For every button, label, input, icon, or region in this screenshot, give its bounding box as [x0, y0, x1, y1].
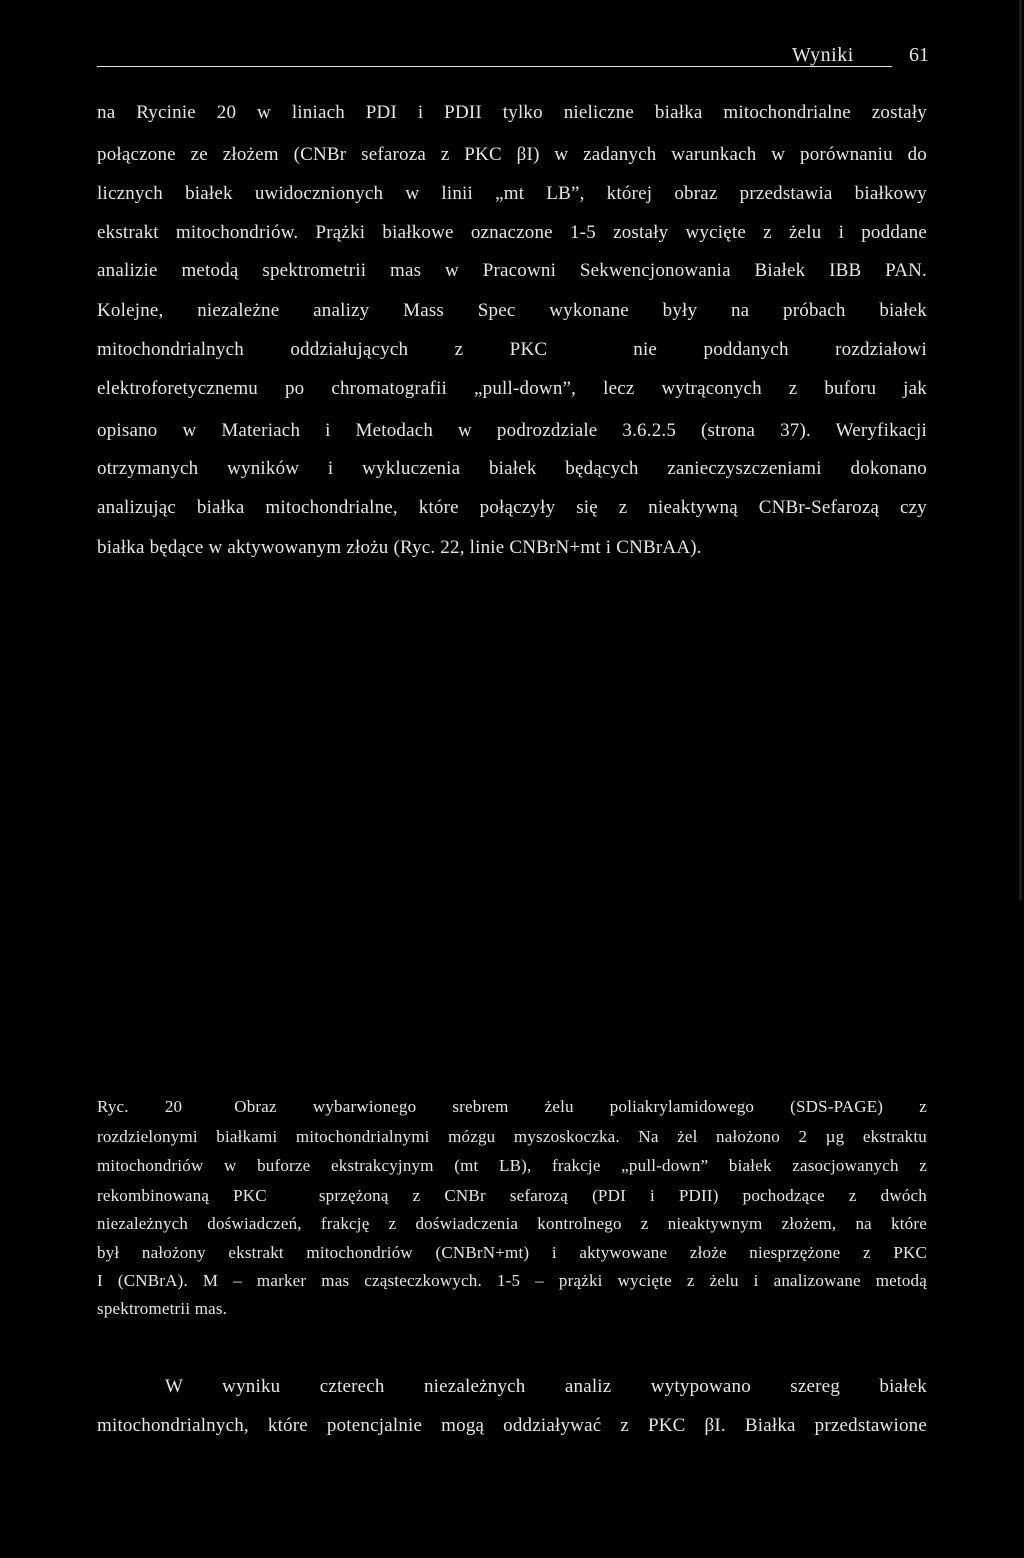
- caption-line: był nałożony ekstrakt mitochondriów (CNBrN+mt) i aktywowane złoże niesprzężone z PKC: [97, 1243, 927, 1262]
- text-line: Kolejne, niezależne analizy Mass Spec wykonane były na próbach białek: [97, 300, 927, 321]
- text-line: otrzymanych wyników i wykluczenia białek będących zanieczyszczeniami dokonano: [97, 458, 927, 479]
- text-line: mitochondrialnych, które potencjalnie mogą oddziaływać z PKC βI. Białka przedstawione: [97, 1415, 927, 1436]
- caption-first-line: [97, 1097, 927, 1117]
- caption-line: rozdzielonymi białkami mitochondrialnymi mózgu myszoskoczka. Na żel nałożono 2 µg ekstraktu: [97, 1127, 927, 1146]
- caption-label: Ryc. 20: [97, 1097, 183, 1116]
- text-line: analizie metodą spektrometrii mas w Pracowni Sekwencjonowania Białek IBB PAN.: [97, 260, 927, 281]
- text-line: W wyniku czterech niezależnych analiz wytypowano szereg białek: [165, 1376, 927, 1397]
- text-line: na Rycinie 20 w liniach PDI i PDII tylko nieliczne białka mitochondrialne zostały: [97, 102, 927, 123]
- caption-part: sprzężoną z CNBr sefarozą (PDI i PDII) pochodzące z dwóch: [318, 1186, 927, 1205]
- text-line: opisano w Materiach i Metodach w podrozdziale 3.6.2.5 (strona 37). Weryfikacji: [97, 420, 927, 441]
- text-line: ekstrakt mitochondriów. Prążki białkowe oznaczone 1-5 zostały wycięte z żelu i poddane: [97, 222, 927, 243]
- scan-edge-shadow: [1019, 0, 1022, 900]
- caption-line: niezależnych doświadczeń, frakcję z doświadczenia kontrolnego z nieaktywnym złożem, na które: [97, 1214, 927, 1233]
- text-line-split: [97, 338, 927, 362]
- text-line: elektroforetycznemu po chromatografii „pull-down”, lecz wytrąconych z buforu jak: [97, 378, 927, 399]
- text-line: licznych białek uwidocznionych w linii „mt LB”, której obraz przedstawia białkowy: [97, 183, 927, 204]
- text-line-part: mitochondrialnych oddziałujących z PKC: [97, 339, 548, 360]
- header-rule: [97, 66, 892, 67]
- caption-text: Obraz wybarwionego srebrem żelu poliakrylamidowego (SDS-PAGE) z: [234, 1097, 928, 1116]
- text-line: analizując białka mitochondrialne, które połączyły się z nieaktywną CNBr-Sefarozą czy: [97, 497, 927, 518]
- caption-line: I (CNBrA). M – marker mas cząsteczkowych. 1-5 – prążki wycięte z żelu i analizowane metodą: [97, 1271, 927, 1290]
- caption-line: mitochondriów w buforze ekstrakcyjnym (mt LB), frakcje „pull-down” białek zasocjowanych z: [97, 1156, 927, 1175]
- caption-line: spektrometrii mas.: [97, 1299, 228, 1318]
- text-line-part: nie poddanych rozdziałowi: [633, 339, 927, 360]
- page-number: 61: [909, 44, 929, 66]
- text-line: białka będące w aktywowanym złożu (Ryc. 22, linie CNBrN+mt i CNBrAA).: [97, 537, 702, 558]
- caption-part: rekombinowaną PKC: [97, 1186, 267, 1205]
- caption-line-split: [97, 1186, 927, 1206]
- header-section-title: Wyniki: [792, 44, 854, 66]
- text-line: połączone ze złożem (CNBr sefaroza z PKC βI) w zadanych warunkach w porównaniu do: [97, 144, 927, 165]
- running-header: [97, 44, 933, 68]
